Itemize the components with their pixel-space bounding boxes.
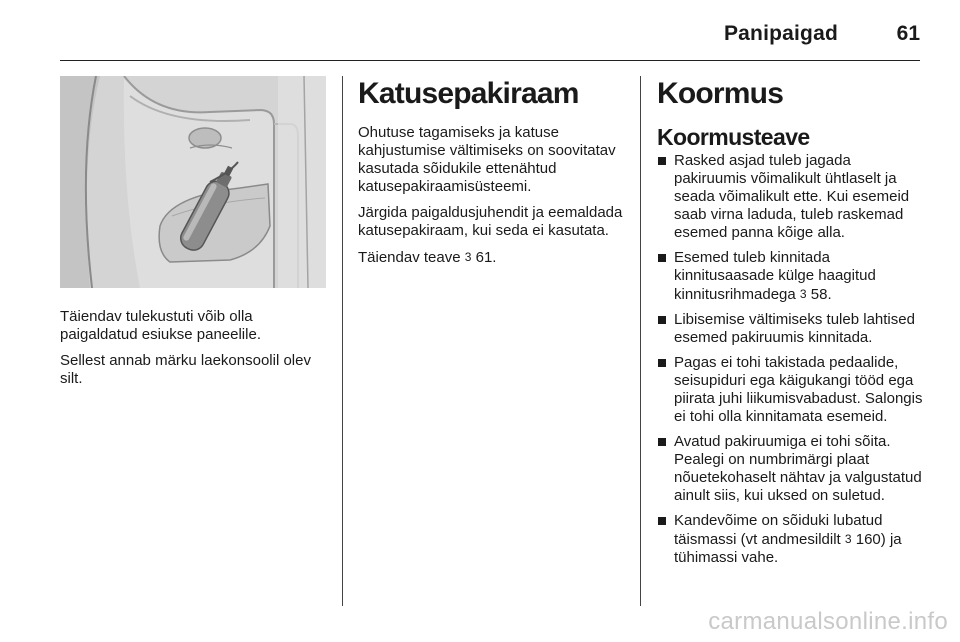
column-divider-1: [342, 76, 343, 606]
paragraph: Ohutuse tagamiseks ja katuse kahjustumise vältimiseks on soovitatav kasutada sõidukile ettenähtud katusepakiraamisüsteemi.: [358, 124, 616, 195]
page-number: 61: [896, 22, 920, 45]
paragraph: Täiendav tulekustuti võib olla paigaldatud esiukse paneelile.: [60, 308, 261, 343]
fire-extinguisher-photo: [60, 76, 326, 288]
bullet-square-icon: [658, 438, 666, 446]
column-2: [358, 78, 626, 275]
list-item-text: Esemed tuleb kinnitada kinnitusaasade külge haagitud kinnitusrihmadega: [674, 249, 876, 303]
bullet-square-icon: [658, 517, 666, 525]
paragraph: Järgida paigaldusjuhendit ja eemaldada katusepakiraam, kui seda ei kasutata.: [358, 204, 623, 239]
bullet-list: [657, 152, 925, 567]
paragraph: Sellest annab märku laekonsoolil olev silt.: [60, 352, 311, 387]
list-item: [657, 433, 925, 505]
heading-load: Koormus: [657, 77, 784, 110]
list-item-text: Pagas ei tohi takistada pedaalide, seisupiduri ega käigukangi tööd ega piirata juhi liikumisvabadust. Salongis ei tohi olla kinnitamata esemeid.: [674, 354, 923, 425]
watermark: carmanualsonline.info: [708, 608, 948, 635]
column-1: [60, 76, 326, 396]
page-reference-arrow-icon: 3: [799, 287, 807, 301]
bullet-square-icon: [658, 254, 666, 262]
page-reference[interactable]: 61.: [475, 249, 497, 266]
column-3: [657, 78, 925, 574]
door-panel-illustration: [60, 76, 326, 288]
list-item: [657, 249, 925, 304]
page-reference[interactable]: 160) ja tühimassi vahe.: [674, 531, 902, 566]
list-item-text: Avatud pakiruumiga ei tohi sõita. Pealegi on numbrimärgi plaat nõuetekohaselt nähtav ja valgustatud ainult siis, kui uksed on suletud.: [674, 433, 922, 504]
bullet-square-icon: [658, 359, 666, 367]
column-divider-2: [640, 76, 641, 606]
page-reference-arrow-icon: 3: [464, 250, 472, 264]
list-item: [657, 354, 925, 426]
list-item-text: Libisemise vältimiseks tuleb lahtised esemed pakiruumis kinnitada.: [674, 311, 915, 346]
page-reference[interactable]: 58.: [810, 286, 832, 303]
subheading-load-info: Koormusteave: [657, 124, 810, 150]
list-item-text: Rasked asjad tuleb jagada pakiruumis võimalikult ühtlaselt ja seada võimalikult ette. Kui esemeid saab virna laduda, tuleb raskemad esemed panna kõige alla.: [674, 152, 910, 241]
bullet-square-icon: [658, 316, 666, 324]
page-reference-arrow-icon: 3: [844, 532, 852, 546]
list-item: [657, 311, 925, 347]
paragraph: [358, 248, 626, 267]
list-item-text: Kandevõime on sõiduki lubatud täismassi (vt andmesildilt: [674, 512, 883, 548]
heading-roof-rack: Katusepakiraam: [358, 77, 579, 110]
section-title: Panipaigad: [723, 22, 838, 45]
list-item: [657, 152, 925, 242]
header-rule: [60, 60, 920, 61]
paragraph-text: Täiendav teave: [358, 249, 461, 266]
list-item: [657, 512, 925, 567]
bullet-square-icon: [658, 157, 666, 165]
